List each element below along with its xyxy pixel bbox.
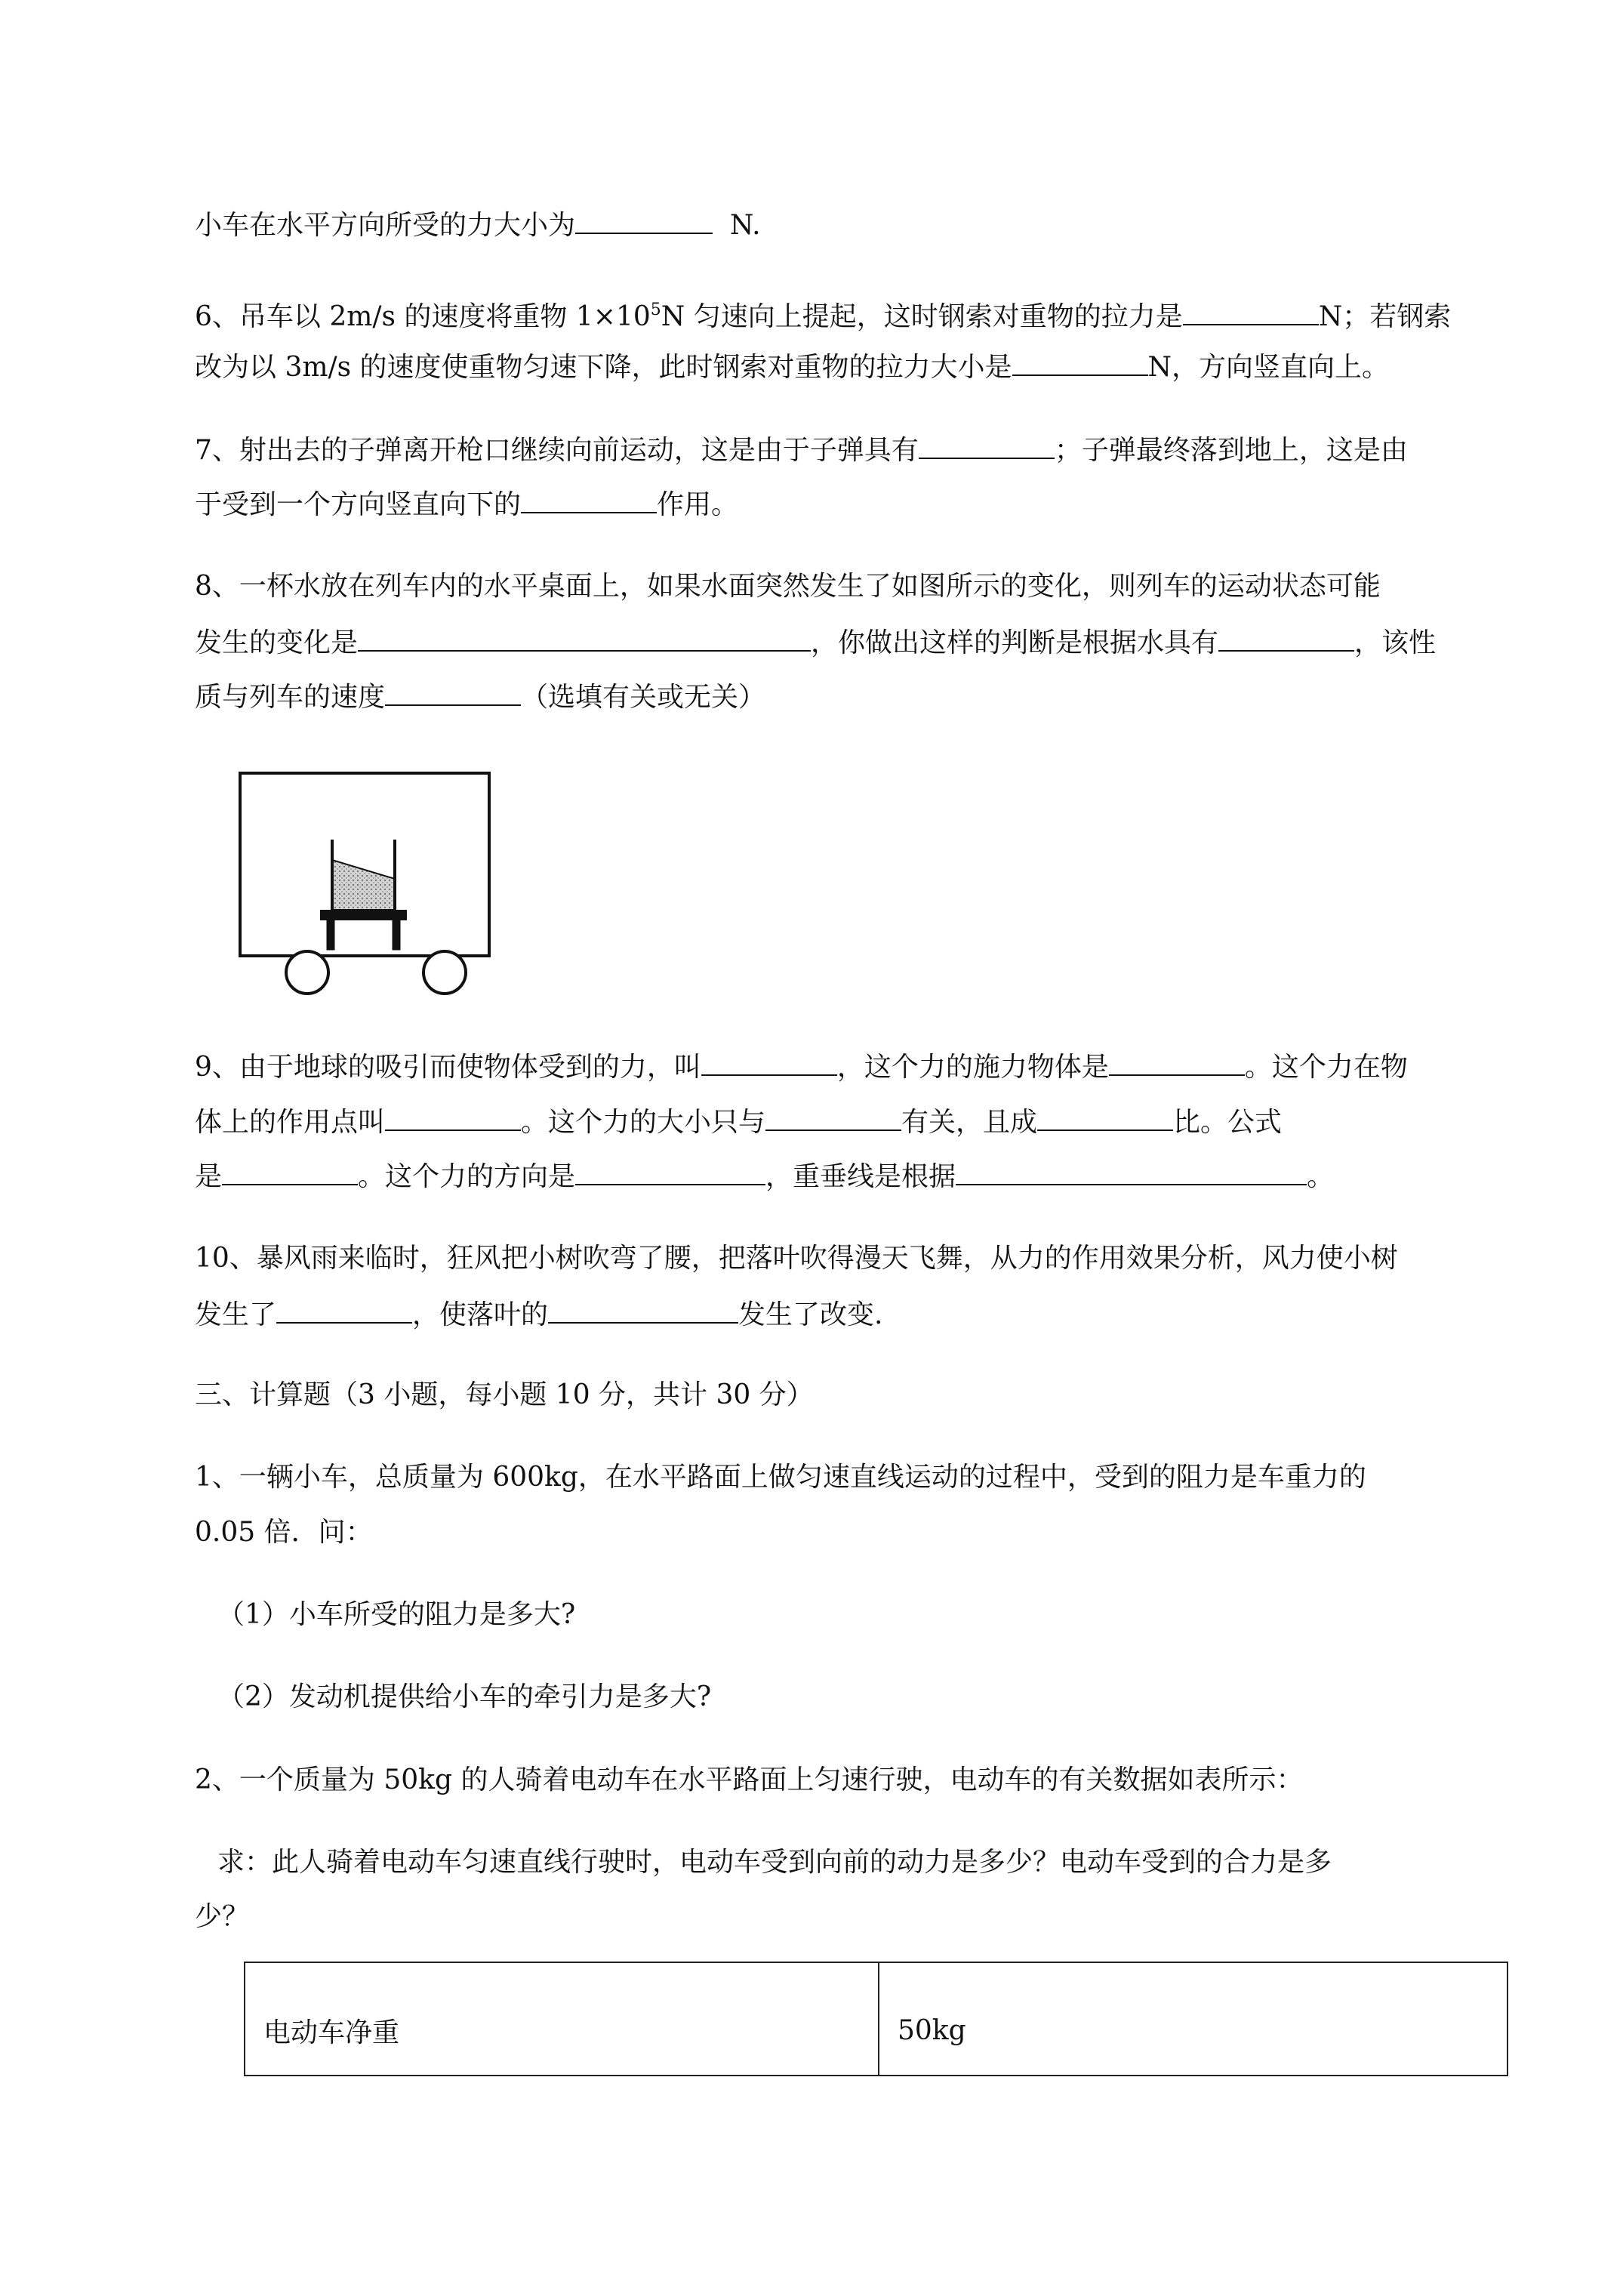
answer-blank	[1037, 1102, 1173, 1131]
answer-blank	[548, 1295, 738, 1324]
section-heading: 三、计算题（3 小题，每小题 10 分，共计 30 分）	[195, 1379, 814, 1410]
calc-question-2-line-2: 求：此人骑着电动车匀速直线行驶时，电动车受到向前的动力是多少？电动车受到的合力是多	[217, 1847, 1332, 1878]
answer-blank	[765, 1102, 901, 1131]
question-6-line-2: 改为以 3m/s 的速度使重物匀速下降，此时钢索对重物的拉力大小是 N，方向竖直向上。	[195, 347, 1389, 387]
train-wheel-left	[286, 951, 328, 994]
question-8-line-2: 发生的变化是 ，你做出这样的判断是根据水具有 ，该性	[195, 623, 1436, 662]
answer-blank	[575, 205, 713, 234]
calc-question-2-line-3: 少？	[195, 1901, 250, 1932]
answer-blank	[521, 485, 657, 513]
question-7-line-2: 于受到一个方向竖直向下的 作用。	[195, 485, 738, 524]
calc-question-1-line-2: 0.05 倍．问：	[195, 1517, 373, 1548]
answer-blank	[385, 677, 521, 706]
water-surface-tilted	[332, 860, 395, 911]
question-6-line-1: 6、吊车以 2m/s 的速度将重物 $1\times 10^5N$ 匀速向上提起，这时钢索对重物的拉力是 N；若钢索	[195, 291, 1451, 336]
question-9-line-1: 9、由于地球的吸引而使物体受到的力，叫 ，这个力的施力物体是 。这个力在物	[195, 1047, 1408, 1086]
answer-blank	[1109, 1047, 1245, 1076]
answer-blank	[385, 1102, 521, 1131]
question-10-line-1: 10、暴风雨来临时，狂风把小树吹弯了腰，把落叶吹得漫天飞舞，从力的作用效果分析，风力使小树	[195, 1243, 1398, 1274]
ebike-data-table	[244, 1962, 1508, 2076]
calc-question-2-line-1: 2、一个质量为 50kg 的人骑着电动车在水平路面上匀速行驶，电动车的有关数据如表所示：	[195, 1764, 1304, 1795]
answer-blank	[701, 1047, 837, 1076]
train-cup-figure	[234, 770, 498, 997]
answer-blank	[1012, 347, 1148, 376]
answer-blank	[358, 623, 811, 652]
calc-question-1-sub-1: （1）小车所受的阻力是多大?	[217, 1599, 576, 1630]
question-9-line-3: 是 。这个力的方向是 ，重垂线是根据 。	[195, 1157, 1334, 1196]
calc-question-1-sub-2: （2）发动机提供给小车的牵引力是多大?	[217, 1681, 712, 1712]
answer-blank	[956, 1157, 1307, 1185]
table-figure	[321, 911, 406, 950]
text-line: 小车在水平方向所受的力大小为 N.	[195, 205, 761, 245]
question-7-line-1: 7、射出去的子弹离开枪口继续向前运动，这是由于子弹具有 ；子弹最终落到地上，这是由	[195, 430, 1408, 470]
table-cell-label: 电动车净重	[245, 1962, 879, 2076]
calc-question-1-line-1: 1、一辆小车，总质量为 600kg，在水平路面上做匀速直线运动的过程中，受到的阻力是车重力的	[195, 1462, 1366, 1493]
train-car-body	[240, 773, 489, 956]
answer-blank	[276, 1295, 412, 1324]
question-8-line-3: 质与列车的速度 （选填有关或无关）	[195, 677, 765, 717]
table-row	[245, 1962, 1508, 2076]
question-8-line-1: 8、一杯水放在列车内的水平桌面上，如果水面突然发生了如图所示的变化，则列车的运动状态可能	[195, 571, 1381, 602]
answer-blank	[222, 1157, 358, 1185]
question-10-line-2: 发生了 ，使落叶的 发生了改变.	[195, 1295, 882, 1334]
answer-blank	[1218, 623, 1354, 652]
question-9-line-2: 体上的作用点叫 。这个力的大小只与 有关，且成 比。公式	[195, 1102, 1282, 1142]
cup-of-water	[332, 840, 395, 911]
table-cell-value: 50kg	[879, 1962, 1508, 2076]
answer-blank	[1183, 297, 1319, 325]
answer-blank	[575, 1157, 765, 1185]
train-wheel-right	[423, 951, 466, 994]
answer-blank	[919, 430, 1055, 459]
